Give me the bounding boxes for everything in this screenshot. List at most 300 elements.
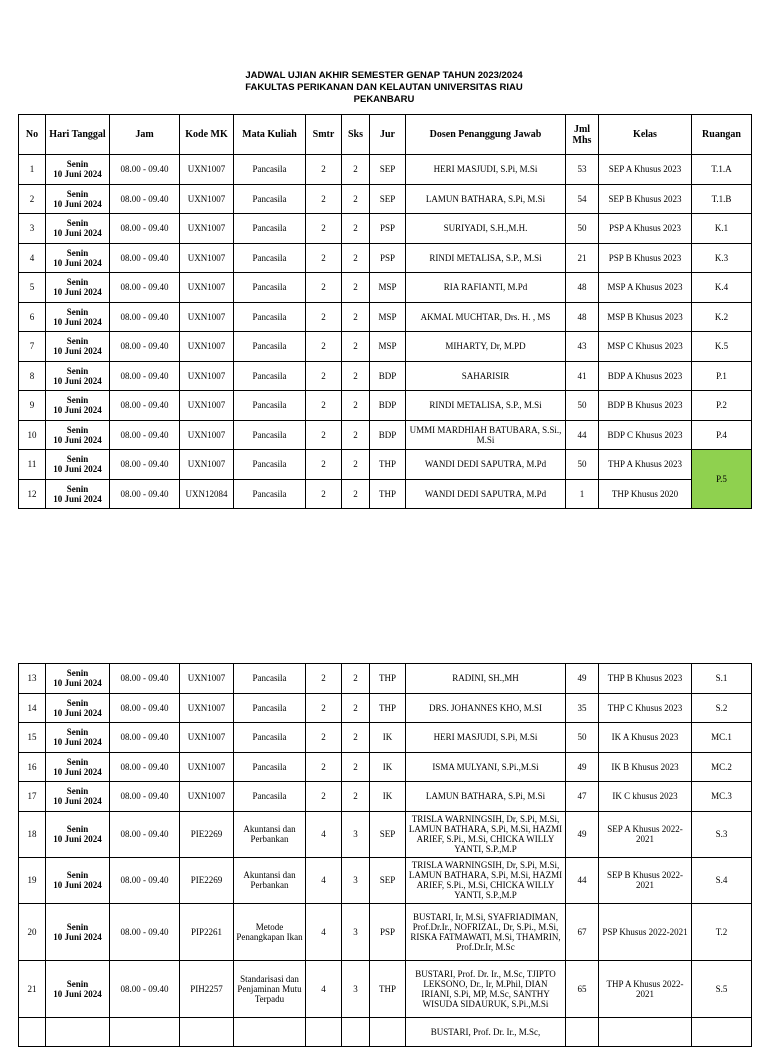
table-row xyxy=(19,1017,752,1047)
cell-jur: MSP xyxy=(370,332,406,362)
cell-smtr: 2 xyxy=(306,155,342,185)
table-row xyxy=(19,214,752,244)
cell-mata-kuliah: Akuntansi dan Perbankan xyxy=(234,857,306,903)
cell-dosen: SAHARISIR xyxy=(406,361,566,391)
cell-smtr: 4 xyxy=(306,857,342,903)
cell-jam xyxy=(110,1017,180,1047)
cell-dosen: MIHARTY, Dr, M.PD xyxy=(406,332,566,362)
cell-kelas: THP C Khusus 2023 xyxy=(599,693,692,723)
table-row xyxy=(19,273,752,303)
cell-dosen: RINDI METALISA, S.P., M.Si xyxy=(406,243,566,273)
cell-hari-tanggal xyxy=(46,391,110,421)
table-row xyxy=(19,155,752,185)
table-row xyxy=(19,302,752,332)
cell-dosen: LAMUN BATHARA, S.Pi, M.Si xyxy=(406,184,566,214)
table-row xyxy=(19,811,752,857)
cell-kode-mk: UXN1007 xyxy=(180,752,234,782)
cell-kelas: PSP A Khusus 2023 xyxy=(599,214,692,244)
cell-jam: 08.00 - 09.40 xyxy=(110,960,180,1017)
cell-ruangan: P.1 xyxy=(692,361,752,391)
cell-ruangan: MC.3 xyxy=(692,782,752,812)
cell-hari-tanggal xyxy=(46,361,110,391)
cell-jur: MSP xyxy=(370,302,406,332)
cell-no: 9 xyxy=(19,391,46,421)
cell-jam: 08.00 - 09.40 xyxy=(110,479,180,509)
cell-hari-tanggal xyxy=(46,1017,110,1047)
day-name: Senin xyxy=(66,306,89,317)
cell-ruangan xyxy=(692,1017,752,1047)
cell-jml-mhs: 44 xyxy=(566,420,599,450)
table-row xyxy=(19,184,752,214)
cell-dosen: DRS. JOHANNES KHO, M.SI xyxy=(406,693,566,723)
cell-jam: 08.00 - 09.40 xyxy=(110,214,180,244)
cell-hari-tanggal xyxy=(46,811,110,857)
col-kelas: Kelas xyxy=(599,115,692,155)
table-row xyxy=(19,857,752,903)
table-row xyxy=(19,479,752,509)
cell-kode-mk: UXN1007 xyxy=(180,723,234,753)
cell-mata-kuliah: Pancasila xyxy=(234,332,306,362)
cell-kelas: MSP B Khusus 2023 xyxy=(599,302,692,332)
exam-date: 10 Juni 2024 xyxy=(53,834,102,844)
day-name: Senin xyxy=(66,336,89,347)
cell-sks: 3 xyxy=(342,960,370,1017)
cell-hari-tanggal xyxy=(46,960,110,1017)
cell-dosen: UMMI MARDHIAH BATUBARA, S.Si., M.Si xyxy=(406,420,566,450)
cell-jur: IK xyxy=(370,752,406,782)
cell-ruangan: S.1 xyxy=(692,664,752,694)
cell-jur xyxy=(370,1017,406,1047)
cell-mata-kuliah: Pancasila xyxy=(234,391,306,421)
day-name: Senin xyxy=(66,870,89,880)
cell-sks: 2 xyxy=(342,361,370,391)
cell-jam: 08.00 - 09.40 xyxy=(110,693,180,723)
day-name: Senin xyxy=(66,218,89,229)
cell-jml-mhs: 1 xyxy=(566,479,599,509)
title-line-2: FAKULTAS PERIKANAN DAN KELAUTAN UNIVERSITAS RIAU xyxy=(245,82,523,93)
cell-sks: 2 xyxy=(342,664,370,694)
cell-no: 1 xyxy=(19,155,46,185)
cell-jur: SEP xyxy=(370,155,406,185)
cell-ruangan: K.1 xyxy=(692,214,752,244)
cell-ruangan: T.1.B xyxy=(692,184,752,214)
exam-date: 10 Juni 2024 xyxy=(53,169,102,180)
exam-schedule-table-2 xyxy=(18,663,752,1047)
cell-kelas: THP Khusus 2020 xyxy=(599,479,692,509)
table-row xyxy=(19,450,752,480)
cell-no: 8 xyxy=(19,361,46,391)
cell-no: 12 xyxy=(19,479,46,509)
cell-ruangan: S.4 xyxy=(692,857,752,903)
cell-kelas: SEP B Khusus 2022-2021 xyxy=(599,857,692,903)
cell-smtr: 2 xyxy=(306,450,342,480)
day-name: Senin xyxy=(66,277,89,288)
cell-hari-tanggal xyxy=(46,857,110,903)
exam-date: 10 Juni 2024 xyxy=(53,796,102,807)
cell-hari-tanggal xyxy=(46,782,110,812)
day-name: Senin xyxy=(66,188,89,199)
cell-sks: 2 xyxy=(342,155,370,185)
table-row xyxy=(19,723,752,753)
cell-hari-tanggal xyxy=(46,752,110,782)
cell-kode-mk: UXN1007 xyxy=(180,361,234,391)
cell-jur: THP xyxy=(370,450,406,480)
cell-jml-mhs: 67 xyxy=(566,903,599,960)
cell-no: 14 xyxy=(19,693,46,723)
cell-jml-mhs: 50 xyxy=(566,391,599,421)
cell-mata-kuliah: Pancasila xyxy=(234,479,306,509)
cell-jur: SEP xyxy=(370,857,406,903)
cell-jml-mhs: 49 xyxy=(566,752,599,782)
cell-dosen: WANDI DEDI SAPUTRA, M.Pd xyxy=(406,479,566,509)
cell-kode-mk: UXN1007 xyxy=(180,184,234,214)
cell-sks: 2 xyxy=(342,214,370,244)
table-row xyxy=(19,420,752,450)
cell-ruangan: P.5 xyxy=(692,450,752,509)
cell-jml-mhs: 50 xyxy=(566,214,599,244)
cell-sks: 2 xyxy=(342,302,370,332)
cell-mata-kuliah: Pancasila xyxy=(234,302,306,332)
document-title xyxy=(0,70,768,106)
cell-smtr: 2 xyxy=(306,332,342,362)
cell-sks: 2 xyxy=(342,243,370,273)
cell-jam: 08.00 - 09.40 xyxy=(110,420,180,450)
cell-jml-mhs: 50 xyxy=(566,723,599,753)
cell-jam: 08.00 - 09.40 xyxy=(110,811,180,857)
cell-smtr: 2 xyxy=(306,752,342,782)
cell-jur: SEP xyxy=(370,184,406,214)
table-row xyxy=(19,752,752,782)
cell-ruangan: T.2 xyxy=(692,903,752,960)
cell-kelas: IK B Khusus 2023 xyxy=(599,752,692,782)
cell-kode-mk: UXN1007 xyxy=(180,214,234,244)
cell-ruangan: K.3 xyxy=(692,243,752,273)
col-jur: Jur xyxy=(370,115,406,155)
exam-date: 10 Juni 2024 xyxy=(53,707,102,718)
cell-jam: 08.00 - 09.40 xyxy=(110,391,180,421)
exam-date: 10 Juni 2024 xyxy=(53,346,102,357)
day-name: Senin xyxy=(66,247,89,258)
cell-jam: 08.00 - 09.40 xyxy=(110,243,180,273)
cell-jml-mhs: 49 xyxy=(566,664,599,694)
cell-dosen: TRISLA WARNINGSIH, Dr, S.Pi, M.Si, LAMUN BATHARA, S.Pi, M.Si, HAZMI ARIEF, S.Pi., M.Si, CHICKA WILLY YANTI, S.P.,M.P xyxy=(406,811,566,857)
cell-dosen: RIA RAFIANTI, M.Pd xyxy=(406,273,566,303)
cell-sks xyxy=(342,1017,370,1047)
title-line-3: PEKANBARU xyxy=(353,94,415,105)
table-row xyxy=(19,664,752,694)
cell-mata-kuliah: Pancasila xyxy=(234,782,306,812)
cell-ruangan: K.5 xyxy=(692,332,752,362)
cell-ruangan: K.4 xyxy=(692,273,752,303)
cell-mata-kuliah: Pancasila xyxy=(234,273,306,303)
cell-smtr: 2 xyxy=(306,184,342,214)
cell-jml-mhs: 41 xyxy=(566,361,599,391)
cell-mata-kuliah: Akuntansi dan Perbankan xyxy=(234,811,306,857)
cell-sks: 2 xyxy=(342,782,370,812)
cell-jur: IK xyxy=(370,782,406,812)
exam-date: 10 Juni 2024 xyxy=(53,464,102,475)
cell-mata-kuliah: Pancasila xyxy=(234,723,306,753)
cell-sks: 2 xyxy=(342,391,370,421)
cell-sks: 3 xyxy=(342,903,370,960)
cell-jml-mhs: 54 xyxy=(566,184,599,214)
exam-date: 10 Juni 2024 xyxy=(53,988,102,999)
cell-ruangan: K.2 xyxy=(692,302,752,332)
day-name: Senin xyxy=(66,483,89,494)
col-jml-mhs: Jml Mhs xyxy=(566,115,599,155)
cell-hari-tanggal xyxy=(46,302,110,332)
cell-mata-kuliah: Pancasila xyxy=(234,243,306,273)
cell-jml-mhs: 47 xyxy=(566,782,599,812)
cell-dosen: BUSTARI, Prof. Dr. Ir., M.Sc, xyxy=(406,1017,566,1047)
cell-dosen: HERI MASJUDI, S.Pi, M.Si xyxy=(406,155,566,185)
cell-jam: 08.00 - 09.40 xyxy=(110,155,180,185)
exam-date: 10 Juni 2024 xyxy=(53,434,102,445)
cell-kode-mk: UXN1007 xyxy=(180,332,234,362)
cell-kode-mk: PIH2257 xyxy=(180,960,234,1017)
cell-sks: 2 xyxy=(342,450,370,480)
day-name: Senin xyxy=(66,786,89,797)
cell-mata-kuliah: Pancasila xyxy=(234,155,306,185)
day-name: Senin xyxy=(66,697,89,708)
cell-kode-mk: PIE2269 xyxy=(180,811,234,857)
cell-smtr: 2 xyxy=(306,243,342,273)
cell-hari-tanggal xyxy=(46,155,110,185)
cell-jam: 08.00 - 09.40 xyxy=(110,332,180,362)
cell-ruangan: MC.2 xyxy=(692,752,752,782)
cell-ruangan: S.5 xyxy=(692,960,752,1017)
cell-kode-mk: UXN1007 xyxy=(180,391,234,421)
cell-sks: 2 xyxy=(342,332,370,362)
cell-sks: 2 xyxy=(342,693,370,723)
cell-jam: 08.00 - 09.40 xyxy=(110,184,180,214)
cell-jam: 08.00 - 09.40 xyxy=(110,664,180,694)
cell-ruangan: P.2 xyxy=(692,391,752,421)
col-smtr: Smtr xyxy=(306,115,342,155)
cell-hari-tanggal xyxy=(46,723,110,753)
col-kode-mk: Kode MK xyxy=(180,115,234,155)
cell-kode-mk: PIP2261 xyxy=(180,903,234,960)
cell-jam: 08.00 - 09.40 xyxy=(110,752,180,782)
cell-mata-kuliah: Pancasila xyxy=(234,450,306,480)
exam-date: 10 Juni 2024 xyxy=(53,287,102,298)
day-name: Senin xyxy=(66,365,89,376)
cell-hari-tanggal xyxy=(46,243,110,273)
cell-kode-mk: UXN1007 xyxy=(180,243,234,273)
day-name: Senin xyxy=(66,454,89,465)
col-no: No xyxy=(19,115,46,155)
cell-jml-mhs: 35 xyxy=(566,693,599,723)
cell-hari-tanggal xyxy=(46,693,110,723)
cell-jur: BDP xyxy=(370,391,406,421)
cell-kelas: BDP A Khusus 2023 xyxy=(599,361,692,391)
day-name: Senin xyxy=(66,424,89,435)
col-sks: Sks xyxy=(342,115,370,155)
col-jam: Jam xyxy=(110,115,180,155)
cell-no: 7 xyxy=(19,332,46,362)
cell-kelas: SEP A Khusus 2022-2021 xyxy=(599,811,692,857)
cell-no: 18 xyxy=(19,811,46,857)
cell-dosen: BUSTARI, Prof. Dr. Ir., M.Sc, TJIPTO LEKSONO, Dr., Ir, M.Phil, DIAN IRIANI, S.Pi, MP, M.Sc, SANTHY WISUDA SIDAURUK, S.Pi.,M.Si xyxy=(406,960,566,1017)
exam-date: 10 Juni 2024 xyxy=(53,375,102,386)
cell-jur: BDP xyxy=(370,420,406,450)
cell-sks: 3 xyxy=(342,811,370,857)
cell-jam: 08.00 - 09.40 xyxy=(110,723,180,753)
cell-kode-mk: PIE2269 xyxy=(180,857,234,903)
cell-ruangan: MC.1 xyxy=(692,723,752,753)
cell-no: 10 xyxy=(19,420,46,450)
day-name: Senin xyxy=(66,395,89,406)
cell-kelas: IK C khusus 2023 xyxy=(599,782,692,812)
cell-smtr: 2 xyxy=(306,214,342,244)
exam-date: 10 Juni 2024 xyxy=(53,316,102,327)
cell-dosen: TRISLA WARNINGSIH, Dr, S.Pi, M.Si, LAMUN BATHARA, S.Pi, M.Si, HAZMI ARIEF, S.Pi., M.Si, CHICKA WILLY YANTI, S.P.,M.P xyxy=(406,857,566,903)
cell-kode-mk: UXN12084 xyxy=(180,479,234,509)
cell-jur: PSP xyxy=(370,903,406,960)
cell-jml-mhs xyxy=(566,1017,599,1047)
cell-kode-mk: UXN1007 xyxy=(180,693,234,723)
cell-jml-mhs: 43 xyxy=(566,332,599,362)
cell-sks: 3 xyxy=(342,857,370,903)
cell-jur: THP xyxy=(370,664,406,694)
cell-jam: 08.00 - 09.40 xyxy=(110,450,180,480)
cell-dosen: AKMAL MUCHTAR, Drs. H. , MS xyxy=(406,302,566,332)
cell-kode-mk: UXN1007 xyxy=(180,664,234,694)
cell-jur: THP xyxy=(370,693,406,723)
cell-kelas xyxy=(599,1017,692,1047)
cell-hari-tanggal xyxy=(46,903,110,960)
cell-dosen: ISMA MULYANI, S.Pi.,M.Si xyxy=(406,752,566,782)
cell-hari-tanggal xyxy=(46,450,110,480)
cell-no xyxy=(19,1017,46,1047)
cell-kelas: THP B Khusus 2023 xyxy=(599,664,692,694)
cell-dosen: BUSTARI, Ir, M.Si, SYAFRIADIMAN, Prof.Dr.Ir., NOFRIZAL, Dr, S.Pi., M.Si, RISKA FATMAWATI, M.Si, THAMRIN, Prof.Dr.Ir, M.Sc xyxy=(406,903,566,960)
cell-no: 13 xyxy=(19,664,46,694)
cell-dosen: WANDI DEDI SAPUTRA, M.Pd xyxy=(406,450,566,480)
table-row xyxy=(19,903,752,960)
table-row xyxy=(19,693,752,723)
table-row xyxy=(19,361,752,391)
cell-dosen: RINDI METALISA, S.P., M.Si xyxy=(406,391,566,421)
cell-mata-kuliah: Pancasila xyxy=(234,752,306,782)
cell-mata-kuliah: Pancasila xyxy=(234,693,306,723)
cell-jur: THP xyxy=(370,479,406,509)
cell-kelas: PSP B Khusus 2023 xyxy=(599,243,692,273)
cell-jml-mhs: 44 xyxy=(566,857,599,903)
cell-mata-kuliah: Pancasila xyxy=(234,420,306,450)
cell-ruangan: S.2 xyxy=(692,693,752,723)
cell-smtr: 4 xyxy=(306,903,342,960)
cell-jml-mhs: 53 xyxy=(566,155,599,185)
cell-jur: PSP xyxy=(370,243,406,273)
cell-jur: MSP xyxy=(370,273,406,303)
exam-date: 10 Juni 2024 xyxy=(53,766,102,777)
exam-date: 10 Juni 2024 xyxy=(53,678,102,689)
cell-kode-mk: UXN1007 xyxy=(180,273,234,303)
cell-no: 2 xyxy=(19,184,46,214)
cell-hari-tanggal xyxy=(46,184,110,214)
col-ruangan: Ruangan xyxy=(692,115,752,155)
cell-jur: SEP xyxy=(370,811,406,857)
cell-kode-mk: UXN1007 xyxy=(180,302,234,332)
table-header-row xyxy=(19,115,752,155)
cell-dosen: SURIYADI, S.H.,M.H. xyxy=(406,214,566,244)
day-name: Senin xyxy=(66,756,89,767)
cell-jam: 08.00 - 09.40 xyxy=(110,782,180,812)
cell-smtr: 2 xyxy=(306,302,342,332)
exam-date: 10 Juni 2024 xyxy=(53,228,102,239)
cell-sks: 2 xyxy=(342,420,370,450)
cell-no: 19 xyxy=(19,857,46,903)
table-row xyxy=(19,391,752,421)
cell-sks: 2 xyxy=(342,752,370,782)
cell-no: 20 xyxy=(19,903,46,960)
exam-date: 10 Juni 2024 xyxy=(53,257,102,268)
cell-smtr: 2 xyxy=(306,693,342,723)
cell-smtr: 2 xyxy=(306,391,342,421)
cell-kelas: SEP B Khusus 2023 xyxy=(599,184,692,214)
title-line-1: JADWAL UJIAN AKHIR SEMESTER GENAP TAHUN 2023/2024 xyxy=(245,70,523,81)
cell-jml-mhs: 49 xyxy=(566,811,599,857)
cell-kelas: MSP A Khusus 2023 xyxy=(599,273,692,303)
cell-mata-kuliah: Pancasila xyxy=(234,184,306,214)
cell-jam: 08.00 - 09.40 xyxy=(110,857,180,903)
cell-jur: THP xyxy=(370,960,406,1017)
cell-ruangan: S.3 xyxy=(692,811,752,857)
cell-smtr: 2 xyxy=(306,273,342,303)
cell-no: 15 xyxy=(19,723,46,753)
table-row xyxy=(19,243,752,273)
cell-smtr: 4 xyxy=(306,960,342,1017)
cell-sks: 2 xyxy=(342,184,370,214)
cell-mata-kuliah: Pancasila xyxy=(234,214,306,244)
col-hari-tanggal: Hari Tanggal xyxy=(46,115,110,155)
cell-no: 11 xyxy=(19,450,46,480)
cell-hari-tanggal xyxy=(46,479,110,509)
exam-date: 10 Juni 2024 xyxy=(53,198,102,209)
cell-kelas: MSP C Khusus 2023 xyxy=(599,332,692,362)
cell-no: 16 xyxy=(19,752,46,782)
cell-kode-mk: UXN1007 xyxy=(180,420,234,450)
cell-smtr: 2 xyxy=(306,664,342,694)
cell-kelas: BDP B Khusus 2023 xyxy=(599,391,692,421)
cell-mata-kuliah: Standarisasi dan Penjaminan Mutu Terpadu xyxy=(234,960,306,1017)
cell-smtr: 2 xyxy=(306,479,342,509)
cell-mata-kuliah: Metode Penangkapan Ikan xyxy=(234,903,306,960)
cell-dosen: HERI MASJUDI, S.Pi, M.Si xyxy=(406,723,566,753)
cell-jml-mhs: 50 xyxy=(566,450,599,480)
cell-no: 6 xyxy=(19,302,46,332)
cell-no: 4 xyxy=(19,243,46,273)
cell-no: 3 xyxy=(19,214,46,244)
day-name: Senin xyxy=(66,668,89,679)
day-name: Senin xyxy=(66,921,89,932)
cell-jml-mhs: 48 xyxy=(566,302,599,332)
exam-date: 10 Juni 2024 xyxy=(53,405,102,416)
cell-hari-tanggal xyxy=(46,664,110,694)
cell-sks: 2 xyxy=(342,479,370,509)
cell-kelas: PSP Khusus 2022-2021 xyxy=(599,903,692,960)
cell-mata-kuliah: Pancasila xyxy=(234,664,306,694)
cell-smtr: 2 xyxy=(306,420,342,450)
cell-kelas: THP A Khusus 2023 xyxy=(599,450,692,480)
cell-dosen: LAMUN BATHARA, S.Pi, M.Si xyxy=(406,782,566,812)
cell-jml-mhs: 65 xyxy=(566,960,599,1017)
day-name: Senin xyxy=(66,727,89,738)
day-name: Senin xyxy=(66,978,89,989)
cell-kelas: IK A Khusus 2023 xyxy=(599,723,692,753)
cell-no: 21 xyxy=(19,960,46,1017)
